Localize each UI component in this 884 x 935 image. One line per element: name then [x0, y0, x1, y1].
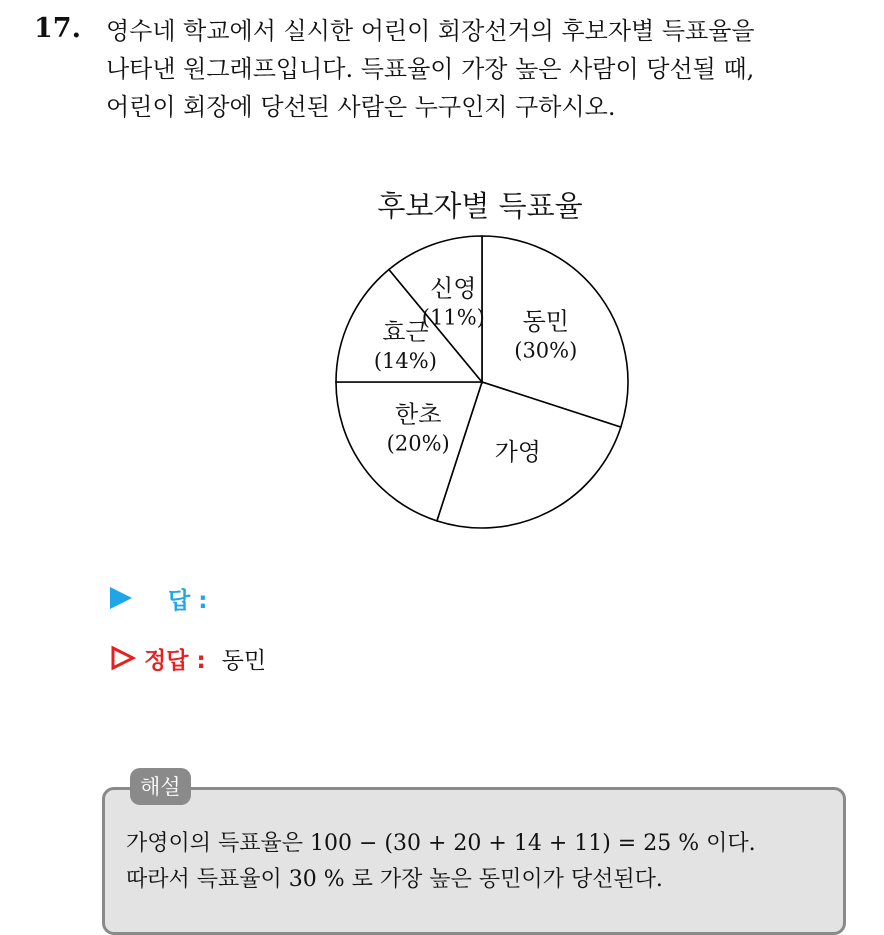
- slice-label: 동민: [522, 307, 569, 336]
- answer-row: [110, 578, 207, 618]
- correct-answer-value: 동민: [221, 647, 267, 674]
- pie-chart: [320, 230, 640, 530]
- slice-value-label: (11%): [421, 305, 485, 330]
- correct-answer-row: [110, 638, 266, 678]
- outline-triangle-icon: [110, 645, 136, 671]
- chart-title: 후보자별 득표율: [377, 189, 583, 223]
- question-line: 영수네 학교에서 실시한 어린이 회장선거의 후보자별 득표율을: [106, 17, 755, 45]
- question-line: 나타낸 원그래프입니다. 득표율이 가장 높은 사람이 당선될 때,: [106, 55, 755, 83]
- question-line: 어린이 회장에 당선된 사람은 누구인지 구하시오.: [106, 93, 616, 121]
- slice-label: 효근: [382, 317, 429, 346]
- play-triangle-icon: [110, 587, 132, 609]
- slice-value-label: (30%): [514, 338, 578, 363]
- explanation-line: 가영이의 득표율은 100 − (30 + 20 + 14 + 11) = 25 % 이다.: [126, 831, 756, 856]
- question-text: [106, 12, 866, 126]
- correct-answer-label: 정답 :: [144, 647, 206, 674]
- slice-label: 신영: [430, 274, 477, 303]
- slice-label: 가영: [494, 438, 541, 467]
- slice-value-label: (20%): [386, 431, 450, 456]
- slice-value-label: (14%): [373, 348, 437, 373]
- explanation-line: 따라서 득표율이 30 % 로 가장 높은 동민이가 당선된다.: [126, 867, 663, 892]
- explanation-text: [126, 826, 826, 898]
- question-number: 17.: [34, 13, 81, 44]
- answer-label: 답 :: [168, 587, 208, 614]
- explanation-tag: 해설: [130, 768, 191, 805]
- slice-label: 한초: [395, 400, 442, 429]
